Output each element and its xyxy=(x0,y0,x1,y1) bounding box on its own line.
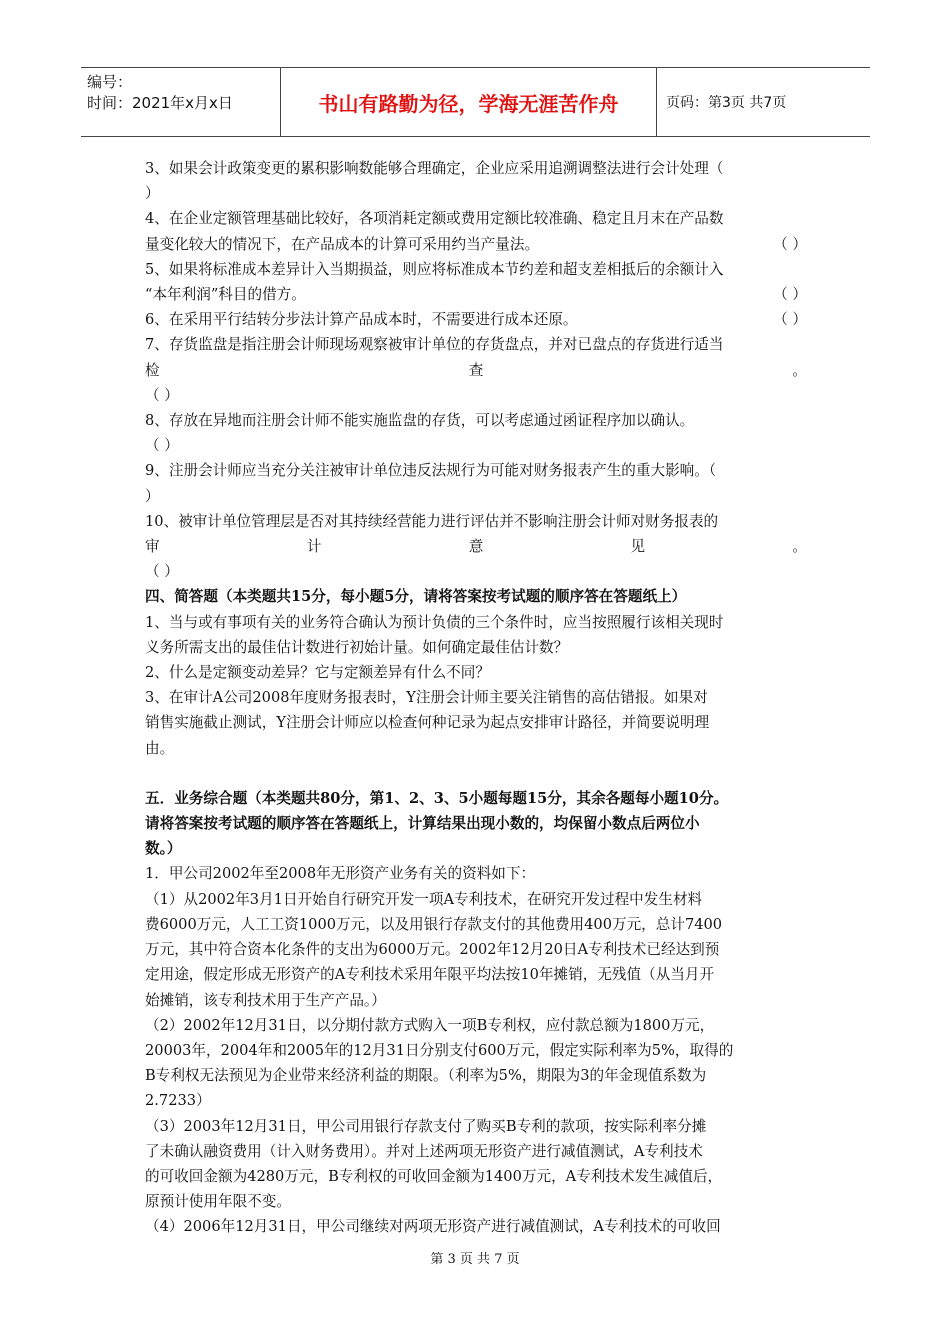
judgment-q5-line2 xyxy=(145,282,807,307)
justified-char: 见 xyxy=(630,538,646,556)
short-q2: 2、什么是定额变动差异？它与定额差异有什么不同？ xyxy=(145,664,490,682)
judgment-q9-tail: ） xyxy=(145,487,160,505)
judgment-q3-tail: ） xyxy=(145,185,160,203)
justified-char: 计 xyxy=(306,538,322,556)
comp-item1-line: （1）从2002年3月1日开始自行研究开发一项A专利技术，在研究开发过程中发生材料 xyxy=(145,890,703,908)
section-title-comprehensive-1: 五．业务综合题（本类题共80分，第1、2、3、5小题每题15分，其余各题每小题10分。 xyxy=(145,789,729,807)
judgment-q4-text: 量变化较大的情况下，在产品成本的计算可采用约当产量法。 xyxy=(145,235,540,253)
comp-item2-line: （2）2002年12月31日，以分期付款方式购入一项B专利权，应付款总额为1800万元， xyxy=(145,1016,715,1034)
judgment-q7-line2 xyxy=(145,358,807,383)
header-motto: 书山有路勤为径，学海无涯苦作舟 xyxy=(281,68,657,136)
judgment-q3: 3、如果会计政策变更的累积影响数能够合理确定，企业应采用追溯调整法进行会计处理（ xyxy=(145,160,724,177)
header-page-info: 页码：第3页 共7页 xyxy=(666,95,787,111)
judgment-q9: 9、注册会计师应当充分关注被审计单位违反法规行为可能对财务报表产生的重大影响。（ xyxy=(145,462,717,480)
justified-char: 。 xyxy=(792,538,807,556)
short-q3-line2: 销售实施截止测试，Y注册会计师应以检查何种记录为起点安排审计路径，并简要说明理 xyxy=(145,714,710,732)
judgment-q10-line1: 10、被审计单位管理层是否对其持续经营能力进行评估并不影响注册会计师对财务报表的 xyxy=(145,512,719,530)
time-label: 时间：2021年x月x日 xyxy=(87,94,233,112)
comp-item1-line: 定用途，假定形成无形资产的A专利技术采用年限平均法按10年摊销，无残值（从当月开 xyxy=(145,966,715,984)
page-footer: 第 3 页 共 7 页 xyxy=(430,1252,520,1267)
answer-paren: （ ） xyxy=(773,286,807,304)
document-body xyxy=(145,156,807,1240)
comp-item3-line: 原预计使用年限不变。 xyxy=(145,1193,291,1211)
answer-paren: （ ） xyxy=(773,311,807,329)
comp-item3-line: 的可收回金额为4280万元，B专利权的可收回金额为1400万元，A专利技术发生减值后， xyxy=(145,1167,723,1185)
answer-paren: （ ） xyxy=(145,386,179,404)
comp-item2-line: B专利权无法预见为企业带来经济利益的期限。（利率为5%，期限为3的年金现值系数为 xyxy=(145,1067,707,1085)
spacer xyxy=(145,761,807,786)
section-title-comprehensive-2: 请将答案按考试题的顺序答在答题纸上，计算结果出现小数的，均保留小数点后两位小 xyxy=(145,815,700,833)
answer-paren: （ ） xyxy=(145,437,179,455)
comp-item1-line: 始摊销，该专利技术用于生产产品。） xyxy=(145,991,386,1009)
judgment-q5-text: “本年利润”科目的借方。 xyxy=(145,286,306,304)
section-title-short-answer: 四、简答题（本类题共15分，每小题5分，请将答案按考试题的顺序答在答题纸上） xyxy=(145,588,687,606)
short-q1-line2: 义务所需支出的最佳估计数进行初始计量。如何确定最佳估计数？ xyxy=(145,638,569,656)
comp-item3-line: 了未确认融资费用（计入财务费用）。并对上述两项无形资产进行减值测试，A专利技术 xyxy=(145,1142,703,1160)
judgment-q4-line1: 4、在企业定额管理基础比较好，各项消耗定额或费用定额比较准确、稳定且月末在产品数 xyxy=(145,210,724,228)
justified-char: 意 xyxy=(468,538,484,556)
short-q3-line1: 3、在审计A公司2008年度财务报表时，Y注册会计师主要关注销售的高估错报。如果对 xyxy=(145,689,708,707)
judgment-q5-line1: 5、如果将标准成本差异计入当期损益，则应将标准成本节约差和超支差相抵后的余额计入 xyxy=(145,260,724,278)
comp-q1-intro: 1．甲公司2002年至2008年无形资产业务有关的资料如下： xyxy=(145,865,536,883)
section-title-comprehensive-3: 数。） xyxy=(145,840,182,858)
justified-char: 查 xyxy=(468,361,484,379)
short-q1-line1: 1、当与或有事项有关的业务符合确认为预计负债的三个条件时，应当按照履行该相关现时 xyxy=(145,613,724,631)
comp-item2-line: 2.7233） xyxy=(145,1092,211,1110)
comp-item1-line: 费6000万元，人工工资1000万元，以及用银行存款支付的其他费用400万元，总计7400 xyxy=(145,915,723,933)
comp-item2-line: 20003年，2004年和2005年的12月31日分别支付600万元，假定实际利率为5%，取得的 xyxy=(145,1041,734,1059)
justified-char: 检 xyxy=(145,361,160,379)
answer-paren: （ ） xyxy=(773,235,807,253)
judgment-q6-text: 6、在采用平行结转分步法计算产品成本时，不需要进行成本还原。 xyxy=(145,311,578,329)
comp-item1-line: 万元，其中符合资本化条件的支出为6000万元。2002年12月20日A专利技术已经达到预 xyxy=(145,941,720,959)
header-meta xyxy=(81,68,281,136)
short-q3-line3: 由。 xyxy=(145,739,175,757)
page-header xyxy=(81,67,870,137)
comp-item3-line: （3）2003年12月31日，甲公司用银行存款支付了购买B专利的款项，按实际利率分摊 xyxy=(145,1117,707,1135)
justified-char: 。 xyxy=(792,361,807,379)
judgment-q10-line2 xyxy=(145,534,807,559)
number-label: 编号： xyxy=(87,73,133,91)
comp-item4-line: （4）2006年12月31日，甲公司继续对两项无形资产进行减值测试，A专利技术的可收回 xyxy=(145,1218,721,1236)
judgment-q7-line1: 7、存货监盘是指注册会计师现场观察被审计单位的存货盘点，并对已盘点的存货进行适当 xyxy=(145,336,724,354)
answer-paren: （ ） xyxy=(145,563,179,581)
judgment-q8: 8、存放在异地而注册会计师不能实施监盘的存货，可以考虑通过函证程序加以确认。 xyxy=(145,412,695,430)
judgment-q4-line2 xyxy=(145,232,807,257)
justified-char: 审 xyxy=(145,538,160,556)
judgment-q6 xyxy=(145,307,807,332)
